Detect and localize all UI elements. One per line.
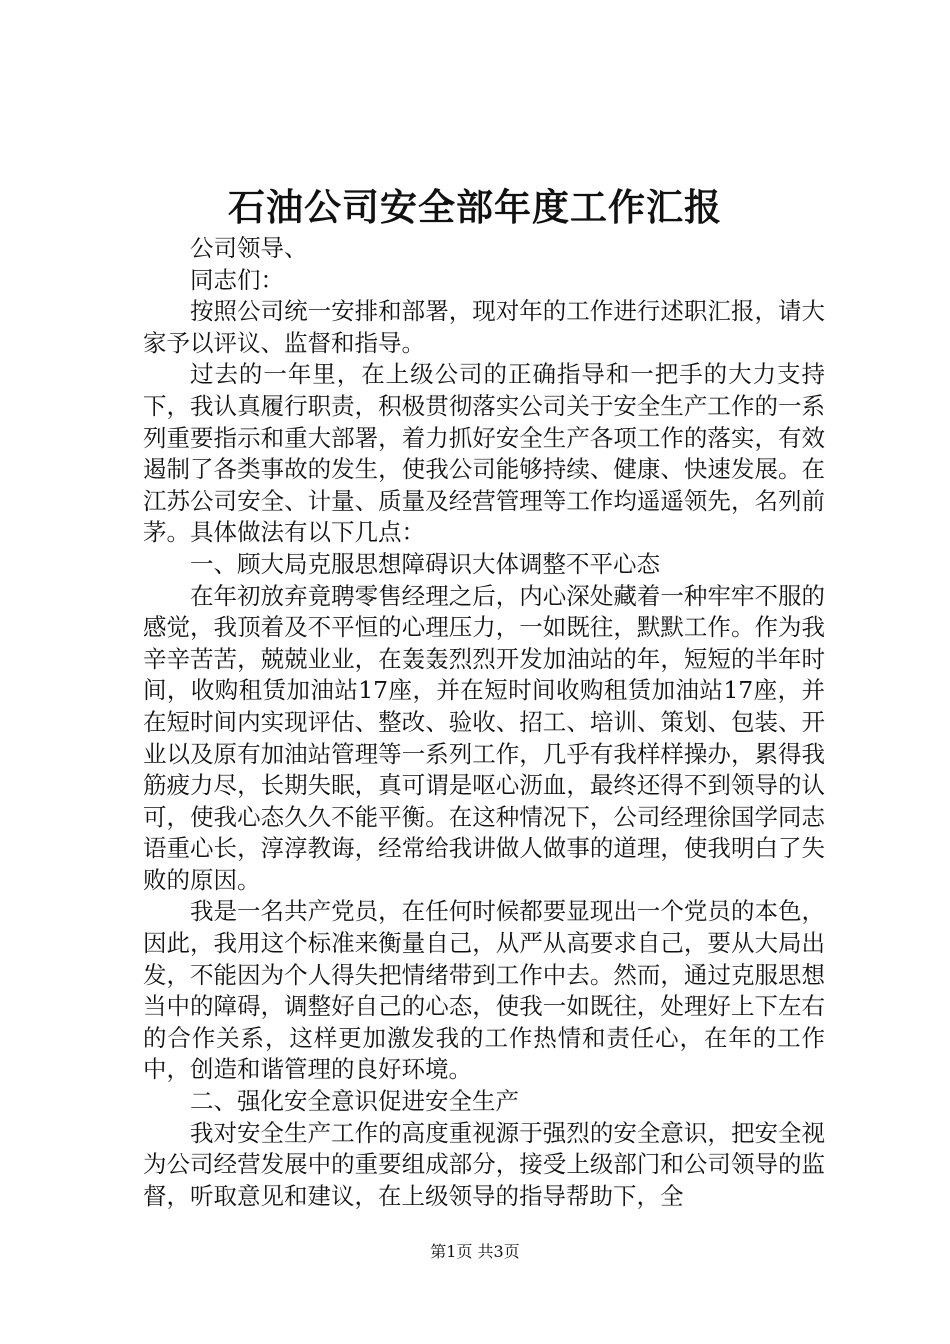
page-footer: 第1页 共3页 <box>430 1242 520 1261</box>
paragraph-section-1-a: 在年初放弃竟聘零售经理之后，内心深处藏着一种牢牢不服的感觉，我顶着及不平恒的心理压力，一如既往，默默工作。作为我辛辛苦苦，兢兢业业，在轰轰烈烈开发加油站的年，短短的半年时间，收购租赁加油站17座，并在短时间收购租赁加油站17座，并在短时间内实现评估、整改、验收、招工、培训、策划、包装、开业以及原有加油站管理等一系列工作，几乎有我样样操办，累得我筋疲力尽，长期失眠，真可谓是呕心沥血，最终还得不到领导的认可，使我心态久久不能平衡。在这种情况下，公司经理徐国学同志语重心长，淳淳教诲，经常给我讲做人做事的道理，使我明白了失败的原因。 <box>143 581 825 894</box>
document-body <box>143 233 825 1212</box>
salutation-leaders: 公司领导、 <box>190 234 308 262</box>
paragraph-intro: 按照公司统一安排和部署，现对年的工作进行述职汇报，请大家予以评议、监督和指导。 <box>143 297 825 357</box>
paragraph-summary: 过去的一年里，在上级公司的正确指导和一把手的大力支持下，我认真履行职责，积极贯彻落实公司关于安全生产工作的一系列重要指示和重大部署，着力抓好安全生产各项工作的落实，有效遏制了各类事故的发生，使我公司能够持续、健康、快速发展。在江苏公司安全、计量、质量及经营管理等工作均遥遥领先，名列前茅。具体做法有以下几点： <box>143 360 825 547</box>
salutation-comrades: 同志们： <box>190 265 284 294</box>
paragraph-section-1-b: 我是一名共产党员，在任何时候都要显现出一个党员的本色，因此，我用这个标准来衡量自己，从严从高要求自己，要从大局出发，不能因为个人得失把情绪带到工作中去。然而，通过克服思想当中的障碍，调整好自己的心态，使我一如既往，处理好上下左右的合作关系，这样更加激发我的工作热情和责任心，在年的工作中，创造和谐管理的良好环境。 <box>143 897 825 1084</box>
document-title: 石油公司安全部年度工作汇报 <box>228 185 722 229</box>
section-heading-2: 二、强化安全意识促进安全生产 <box>190 1087 519 1116</box>
paragraph-section-2-a: 我对安全生产工作的高度重视源于强烈的安全意识，把安全视为公司经营发展中的重要组成部分，接受上级部门和公司领导的监督，听取意见和建议，在上级领导的指导帮助下，全 <box>143 1118 825 1210</box>
section-heading-1: 一、顾大局克服思想障碍识大体调整不平心态 <box>190 549 660 578</box>
